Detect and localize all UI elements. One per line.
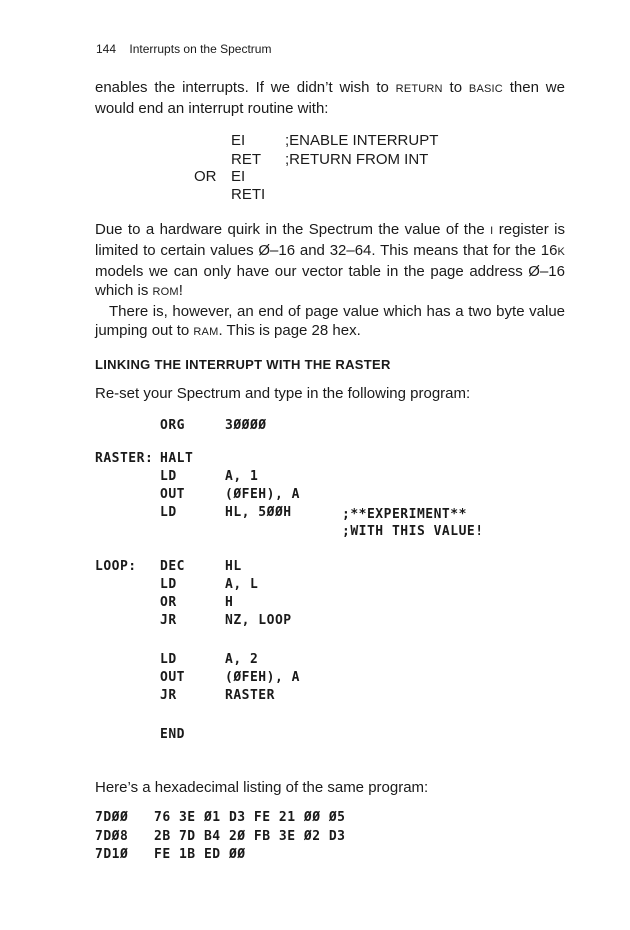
code-opcode: DEC [160, 559, 185, 574]
code-instruction: EI [231, 168, 246, 185]
running-title: Interrupts on the Spectrum [129, 42, 272, 56]
code-label: RASTER: [95, 451, 154, 466]
hex-address: 7DØØ [95, 810, 129, 825]
page-number: 144 [96, 42, 117, 56]
intro-text: Re-set your Spectrum and type in the following program: [95, 385, 471, 402]
code-opcode: OUT [160, 670, 185, 685]
paragraph-hardware-quirk: Due to a hardware quirk in the Spectrum the value of the I register is limited to certain values Ø–16 and 32–64. This means that for the 16K models we can only have our vector table in the page address Ø–16 which is ROM! There is, however, an end of page value which has a two byte value jumping out to RAM. This is page 28 hex. [95, 220, 565, 342]
keyword-k: K [557, 246, 565, 258]
hex-address: 7D1Ø [95, 847, 129, 862]
or-connector: OR [194, 168, 217, 185]
code-instruction: RET [231, 151, 261, 168]
code-comment: ;WITH THIS VALUE! [342, 524, 484, 539]
code-operand: RASTER [225, 688, 275, 703]
code-instruction: EI [231, 132, 246, 149]
code-opcode: JR [160, 613, 177, 628]
code-operand: A, 1 [225, 469, 259, 484]
code-opcode: END [160, 727, 185, 742]
code-label: LOOP: [95, 559, 137, 574]
code-opcode: OUT [160, 487, 185, 502]
code-opcode: LD [160, 469, 177, 484]
code-operand: A, 2 [225, 652, 259, 667]
code-comment: ;**EXPERIMENT** [342, 507, 467, 522]
code-operand: H [225, 595, 234, 610]
paragraph-end-of-page: There is, however, an end of page value which has a two byte value jumping out to RAM. This is page 28 hex. [95, 303, 565, 339]
keyword-ram: RAM [193, 326, 219, 338]
code-operand: NZ, LOOP [225, 613, 292, 628]
running-header [96, 42, 271, 56]
code-opcode: LD [160, 577, 177, 592]
code-operand: HL, 5ØØH [225, 505, 292, 520]
hex-bytes: 76 3E Ø1 D3 FE 21 ØØ Ø5 [154, 810, 346, 825]
code-operand: HL [225, 559, 242, 574]
code-operand: (ØFEH), A [225, 487, 300, 502]
hex-bytes: 2B 7D B4 2Ø FB 3E Ø2 D3 [154, 829, 346, 844]
code-operand: (ØFEH), A [225, 670, 300, 685]
keyword-rom: ROM [152, 286, 179, 298]
paragraph-interrupt-end: enables the interrupts. If we didn’t wish to RETURN to BASIC then we would end an interrupt routine with: [95, 79, 565, 117]
code-opcode: LD [160, 652, 177, 667]
code-opcode: OR [160, 595, 177, 610]
hex-intro-text: Here’s a hexadecimal listing of the same program: [95, 779, 429, 796]
code-operand: 3ØØØØ [225, 418, 267, 433]
code-operand: A, L [225, 577, 259, 592]
keyword-i: I [490, 225, 494, 237]
hex-address: 7DØ8 [95, 829, 129, 844]
hex-bytes: FE 1B ED ØØ [154, 847, 246, 862]
code-opcode: HALT [160, 451, 194, 466]
section-heading: LINKING THE INTERRUPT WITH THE RASTER [95, 357, 391, 372]
code-comment: ;ENABLE INTERRUPT [285, 132, 439, 149]
code-opcode: ORG [160, 418, 185, 433]
code-comment: ;RETURN FROM INT [285, 151, 429, 168]
code-instruction: RETI [231, 186, 266, 203]
keyword-basic: BASIC [468, 83, 503, 95]
code-opcode: LD [160, 505, 177, 520]
code-opcode: JR [160, 688, 177, 703]
keyword-return: RETURN [395, 83, 443, 95]
